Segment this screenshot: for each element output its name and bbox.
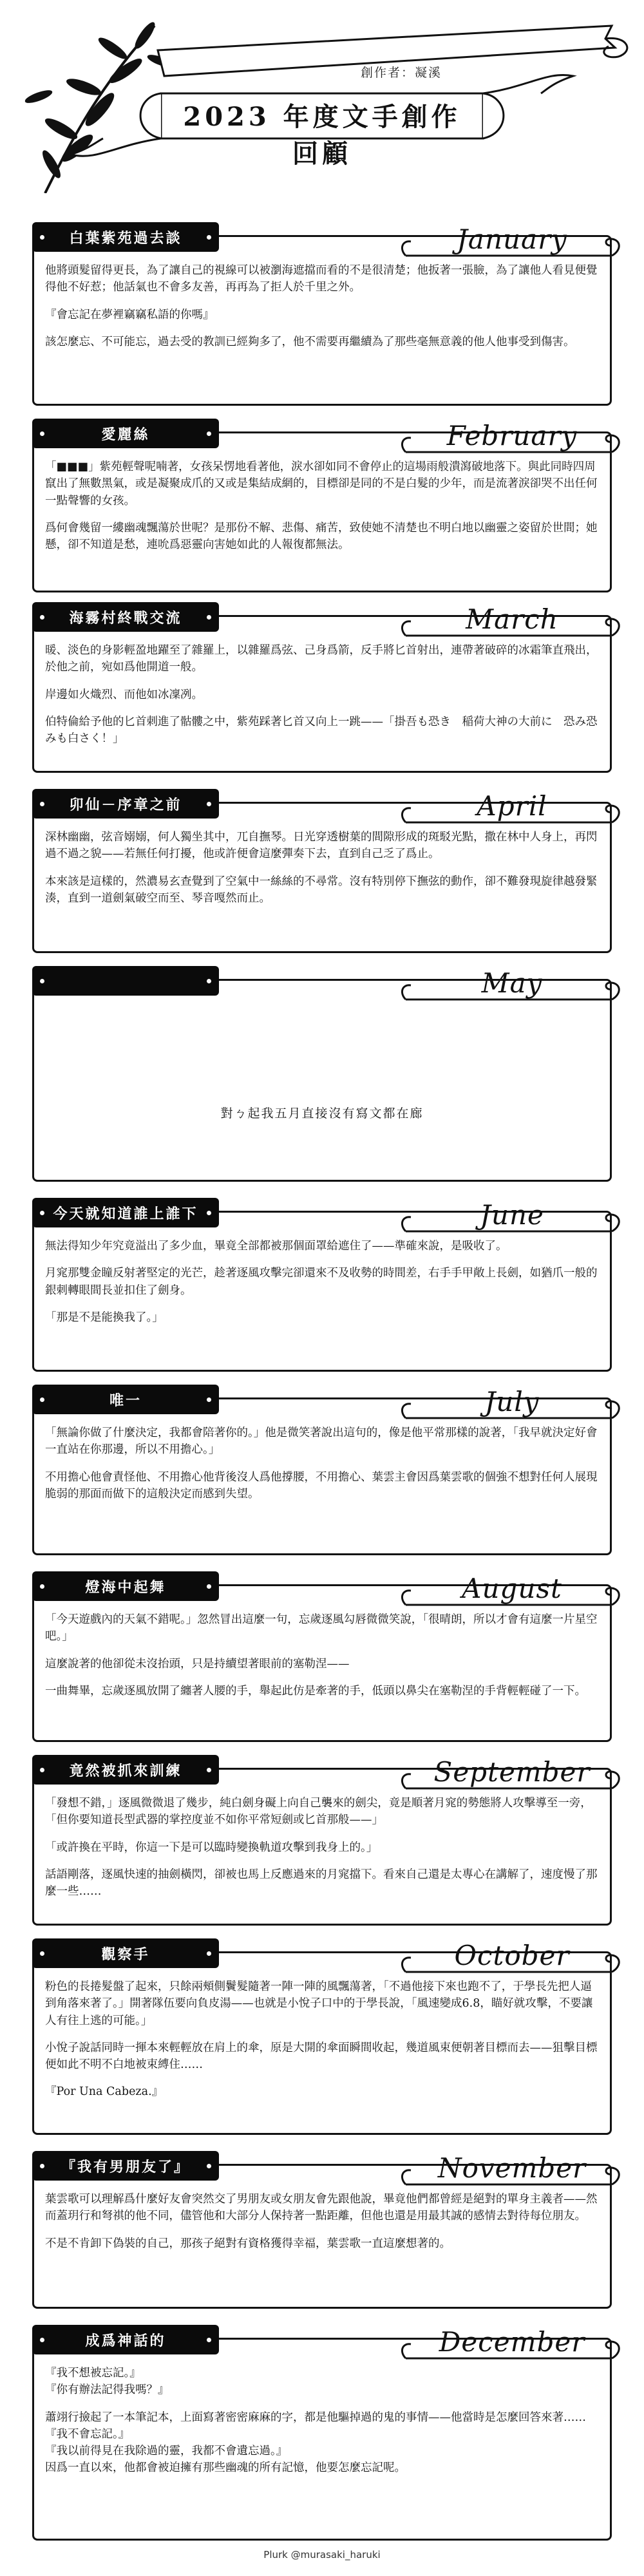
story-excerpt — [45, 1238, 599, 1326]
month-section-may — [0, 966, 644, 1182]
excerpt-paragraph: 深林幽幽，弦音嫋嫋，何人獨坐其中，兀自撫琴。日光穿透樹葉的間隙形成的斑駁光點，撒在林中人身上，再閃過不過之貌——若無任何打擾，他或許便會這麼彈奏下去，直到自己乏了爲止。 — [45, 831, 598, 861]
author-credit: 創作者：凝溪 — [361, 66, 442, 80]
excerpt-paragraph: 他將頭髮留得更長，為了讓自己的視線可以被瀏海遮擋而看的不是很清楚；他扳著一張臉，為了讓他人看見便覺得他不好惹；他話氣也不會多友善，再再為了拒人於千里之外。 — [45, 264, 598, 294]
story-title-label: 愛麗絲 — [32, 419, 219, 448]
story-excerpt — [45, 1611, 599, 1700]
excerpt-paragraph: 該怎麼忘、不可能忘，過去受的教訓已經夠多了，他不需要再繼續為了那些毫無意義的他人他事受到傷害。 — [45, 335, 575, 348]
excerpt-paragraph: 葉雲歌可以理解爲什麼好友會突然交了男朋友或女朋友會先跟他說，畢竟他們都曾經是絕對的單身主義者——然而蓋玥行和弩祺的他不同，儘管他和大部分人保持著一點距離，但他也還是用最其誠的感情去對待每位朋友。 — [45, 2193, 598, 2223]
excerpt-paragraph: 『Por Una Cabeza.』 — [45, 2085, 164, 2099]
excerpt-paragraph: 『會忘記在夢裡竊竊私語的你嗎』 — [45, 308, 214, 321]
month-section-august — [0, 1571, 644, 1742]
excerpt-paragraph: 伯特倫給予他的匕首刺進了骷髏之中，紫苑踩著匕首又向上一跳——「掛吾も恐き 稲荷大神の大前に 恐み恐みも白さく！」 — [45, 715, 598, 745]
excerpt-paragraph: 粉色的長捲髮盤了起來，只餘兩頰側鬢髮隨著一陣一陣的風飄蕩著，「不過他接下來也跑不了，于學長先把人逼到角落來著了。」開著隊伍要向負皮湯——也就是小悅子口中的于學長說，「風速變成6.8，瞄好就攻擊，不要讓人有往上逃的可能。」 — [45, 1980, 593, 2027]
excerpt-paragraph: 月窕那雙金瞳反射著堅定的光芒，趁著逐風攻擊完卻還來不及收勢的時間差，右手手甲敞上長劍，如猶爪一般的銀刺轉眼間長並扣住了劍身。 — [45, 1267, 598, 1297]
month-ribbon — [399, 602, 625, 647]
excerpt-paragraph: 「那是不是能換我了。」 — [45, 1311, 164, 1324]
excerpt-paragraph: 這麼說著的他卻從未沒抬頭，只是持續望著眼前的塞勒涅—— — [45, 1657, 350, 1671]
month-ribbon — [399, 2325, 625, 2370]
story-title-label: 觀察手 — [32, 1938, 219, 1968]
month-ribbon — [399, 966, 625, 1011]
story-excerpt — [45, 1425, 599, 1502]
excerpt-paragraph: 小悅子說話同時一揮本來輕輕放在肩上的傘，原是大開的傘面瞬間收起，幾道風束便朝著目標而去——狙擊目標便如此不明不白地被束縛住…… — [45, 2041, 598, 2071]
excerpt-paragraph: 「■■■」紫苑輕聲呢喃著，女孩呆愣地看著他，淚水卻如同不會停止的這場雨般潰瀉破地落下。與此同時四周竄出了無數黑氣，或是凝聚成爪的又或是集結成網的，目標卻是同的不是白髮的少年，而是流著淚卻哭不出任何一點聲響的女孩。 — [45, 460, 598, 507]
month-name: September — [433, 1756, 591, 1788]
story-excerpt — [45, 642, 599, 747]
story-title-label: 唯一 — [32, 1385, 219, 1414]
month-ribbon — [399, 1755, 625, 1800]
month-ribbon — [399, 789, 625, 834]
excerpt-paragraph: 「或許換在平時，你這一下是可以臨時變換軌道攻擊到我身上的。」 — [45, 1841, 378, 1854]
month-name: August — [462, 1573, 562, 1604]
excerpt-paragraph: 話語剛落，逐風快速的抽劍橫閃，卻被也馬上反應過來的月窕擋下。看來自己還是太專心在講解了，速度慢了那麼一些…… — [45, 1868, 598, 1898]
excerpt-paragraph: 暖、淡色的身影輕盈地躍至了雜羅上，以雜羅爲弦、己身爲箭，反手將匕首射出，連帶著破碎的冰霜筆直飛出，於他之前，宛如爲他開道一般。 — [45, 644, 598, 674]
month-name: November — [437, 2152, 587, 2184]
excerpt-paragraph: 本來該是這樣的，然濃易玄查覺到了空氣中一絲絲的不尋常。沒有特別停下撫弦的動作，卻不難發現旋律越發緊湊，直到一道劍氣破空而至、琴音嘎然而止。 — [45, 875, 598, 905]
month-ribbon — [399, 1198, 625, 1243]
excerpt-paragraph: 岸邊如火熾烈、而他如冰凜冽。 — [45, 688, 203, 701]
story-excerpt — [45, 1795, 599, 1900]
story-title-label — [32, 966, 219, 996]
story-excerpt — [45, 262, 599, 350]
month-name: March — [466, 603, 558, 635]
month-section-november — [0, 2151, 644, 2309]
story-excerpt — [45, 459, 599, 553]
month-ribbon — [399, 1385, 625, 1430]
story-excerpt — [45, 2191, 599, 2252]
story-title-label: 卯仙－序章之前 — [32, 789, 219, 819]
story-note: 對ㄅ起我五月直接沒有寫文都在廊 — [220, 1106, 424, 1121]
excerpt-paragraph: 一曲舞畢，忘歲逐風放開了纏著人腰的手，舉起此仿是牽著的手，低頭以鼻尖在塞勒涅的手背輕輕碰了一下。 — [45, 1684, 586, 1698]
story-title-label: 燈海中起舞 — [32, 1571, 219, 1601]
month-name: February — [446, 420, 578, 451]
month-section-june — [0, 1198, 644, 1372]
month-name: December — [439, 2326, 585, 2358]
excerpt-paragraph: 不是不肯卸下偽裝的自己，那孩子絕對有資格獲得幸福，葉雲歌一直這麼想著的。 — [45, 2237, 451, 2250]
month-section-january — [0, 222, 644, 406]
month-section-march — [0, 602, 644, 773]
month-ribbon — [399, 1938, 625, 1984]
month-ribbon — [399, 1571, 625, 1616]
month-name: April — [477, 790, 547, 822]
story-title-label: 成爲神話的 — [32, 2325, 219, 2354]
page-header — [0, 0, 644, 193]
excerpt-paragraph: 無法得知少年究竟溢出了多少血，畢竟全部都被那個面罩給遮住了——準確來說，是吸收了。 — [45, 1240, 507, 1253]
page-title: 2023 年度文手創作回顧 — [183, 102, 461, 169]
excerpt-paragraph: 蕭翊行撿起了一本筆記本，上面寫著密密麻麻的字，都是他驅掉過的鬼的事情——他當時是怎麼回答來著…… 『我不會忘記。』 『我以前得見在我除過的靈，我都不會遺忘過。』 因爲一直以來，他都會被迫擁有那些幽魂的所有記憶，他要怎麼忘記呢。 — [45, 2410, 586, 2475]
month-section-september — [0, 1755, 644, 1926]
excerpt-paragraph: 「今天遊戲內的天氣不錯呢。」忽然冒出這麼一句，忘歲逐風勾唇微微笑說，「很晴朗，所以才會有這麼一片星空吧。」 — [45, 1613, 598, 1643]
story-title-label: 『我有男朋友了』 — [32, 2151, 219, 2181]
month-name: January — [457, 223, 567, 255]
month-section-february — [0, 419, 644, 592]
story-excerpt — [45, 1978, 599, 2101]
month-ribbon — [399, 419, 625, 464]
month-section-april — [0, 789, 644, 953]
story-excerpt — [45, 2365, 599, 2477]
excerpt-paragraph: 爲何會幾留一縷幽魂飄蕩於世呢？是那份不解、悲傷、痛苦，致使她不清楚也不明白地以幽靈之姿留於世間；她懸，卻不知道是愁，連吮爲惡靈向害她如此的人報復都無法。 — [45, 521, 598, 551]
story-title-label: 竟然被抓來訓練 — [32, 1755, 219, 1785]
excerpt-paragraph: 『我不想被忘記。』 『你有辦法記得我嗎？』 — [45, 2367, 169, 2397]
story-excerpt — [45, 829, 599, 907]
footer-credit: Plurk @murasaki_haruki — [263, 2549, 381, 2561]
excerpt-paragraph: 「無論你做了什麼決定，我都會陪著你的。」他是微笑著說出這句的，像是他平常那樣的說著，「我早就決定好會一直站在你那邊，所以不用擔心。」 — [45, 1426, 598, 1457]
month-section-july — [0, 1385, 644, 1555]
month-name: October — [454, 1940, 570, 1971]
month-name: July — [484, 1386, 540, 1417]
excerpt-paragraph: 「發想不錯，」逐風微微退了幾步，純白劍身礙上向自己襲來的劍尖，竟是順著月窕的勢態將人攻擊導至一旁，「但你要知道長型武器的掌控度並不如你平常短劍或匕首那般——」 — [45, 1797, 592, 1827]
month-ribbon — [399, 2151, 625, 2196]
story-title-label: 白葉紫苑過去談 — [32, 222, 219, 252]
month-section-october — [0, 1938, 644, 2135]
story-title-label: 海霧村終戰交流 — [32, 602, 219, 632]
month-section-december — [0, 2325, 644, 2541]
excerpt-paragraph: 不用擔心他會責怪他、不用擔心他背後沒人爲他撐腰，不用擔心、葉雲主會因爲葉雲歌的個強不想對任何人展現脆弱的那面而做下的這般決定而感到失望。 — [45, 1470, 598, 1501]
month-name: June — [480, 1199, 544, 1231]
story-title-label: 今天就知道誰上誰下 — [32, 1198, 219, 1227]
month-ribbon — [399, 222, 625, 267]
month-name: May — [481, 967, 543, 999]
